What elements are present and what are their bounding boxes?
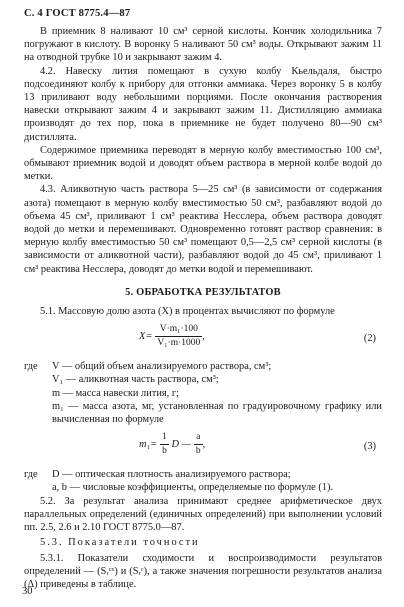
definition-row: где D — оптическая плотность анализируемого раствора; (24, 469, 291, 481)
definition-row: где V — общий объем анализируемого раствора, см³; (24, 361, 272, 373)
formula-3 (24, 429, 382, 465)
formula-2-tail: , (202, 331, 205, 343)
formula-3-middle: D — (171, 439, 191, 451)
definition-row: a, b — числовые коэффициенты, определяемые по формуле (1). (52, 482, 334, 494)
document-body (24, 25, 382, 591)
formula-3-lhs: m₁= (139, 439, 158, 451)
formula-3-number: (3) (363, 441, 376, 453)
page-header: С. 4 ГОСТ 8775.4—87 (24, 8, 131, 19)
subheading-5-3: 5.3. Показатели точности (40, 537, 200, 549)
formula-3-tail: , (202, 439, 206, 451)
paragraph-5-1: 5.1. Массовую долю азота (X) в процентах вычисляют по формуле (40, 306, 335, 318)
paragraph-4-3: 4.3. Аликвотную часть раствора 5—25 см³ (в зависимости от содержания азота) помещают в мерную колбу вместимостью 50 см³, разбавляют водой до объема 45 см³, приливают 1 см³ реактива Несслера, объем раствора доводят водой до метки и перемешивают. Одновременно готовят раствор сравнения: в мерную колбу вместимостью 50 см³ помещают 0,5—2,5 см³ серной кислоты (в зависимости от аликвотной части), разбавляют водой до 45 см³, приливают 1 см³ реактива Несслера, доводят до метки водой и перемешивают. (24, 184, 382, 275)
formula-2-number: (2) (363, 333, 376, 345)
formula-2-numerator: V·m₁·100 (155, 323, 202, 337)
definition-row: m₁ — масса азота, мг, установленная по градуировочному графику или вычисленная по формуле (52, 400, 382, 426)
formula-2-fraction (155, 323, 202, 350)
section-title-5: 5. ОБРАБОТКА РЕЗУЛЬТАТОВ (125, 286, 281, 298)
formula-3-fraction-1: $\frac{1}{b}$ (162, 432, 167, 457)
definition-row: m — масса навески лития, г; (52, 387, 180, 399)
definitions-formula-2 (24, 360, 382, 426)
paragraph-5-3-1: 5.3.1. Показатели сходимости и воспроизводимости результатов определений — (Sᵣᶜˣ) и (Sᵣᶜ), а также значения погрешности результатов анализа (Δ) приведены в таблице. (24, 552, 382, 590)
formula-3-fraction-2: $\frac{a}{b}$ (195, 432, 201, 457)
formula-2 (24, 321, 382, 357)
paragraph-transfer: Содержимое приемника переводят в мерную колбу вместимостью 100 см³, обмывают приемник водой и доводят объем раствора в мерной колбе водой до метки. (24, 144, 382, 183)
paragraph-4-2: 4.2. Навеску лития помещают в сухую колбу Кьельдаля, быстро подсоединяют колбу к прибору для отгонки аммиака. Через воронку 5 в колбу 13 приливают воду небольшими порциями. После окончания растворения навески открывают зажим 4 и закрывают зажим 11. Дистилляцию аммиака производят до тех пор, пока в приемнике не будет получено 80—90 см³ дистиллята. (24, 65, 382, 143)
formula-2-lhs: X= (139, 331, 153, 343)
paragraph-5-2: 5.2. За результат анализа принимают среднее арифметическое двух параллельных определений (единичных определений) при выполнении условий пп. 2.5, 2.6 и 2.10 ГОСТ 8775.0—87. (24, 495, 382, 534)
definition-row: V₁ — аликвотная часть раствора, см³; (52, 374, 219, 386)
formula-2-denominator: V₁·m·1000 (157, 338, 201, 349)
paragraph-receiver: В приемник 8 наливают 10 см³ серной кислоты. Кончик холодильника 7 погружают в кислоту. В воронку 5 наливают 50 см³ воды. Открывают зажим 11 на отводной трубке 10 и закрывают зажим 4. (24, 26, 382, 64)
definitions-formula-3 (24, 468, 382, 494)
page-number: 30 (22, 586, 33, 597)
